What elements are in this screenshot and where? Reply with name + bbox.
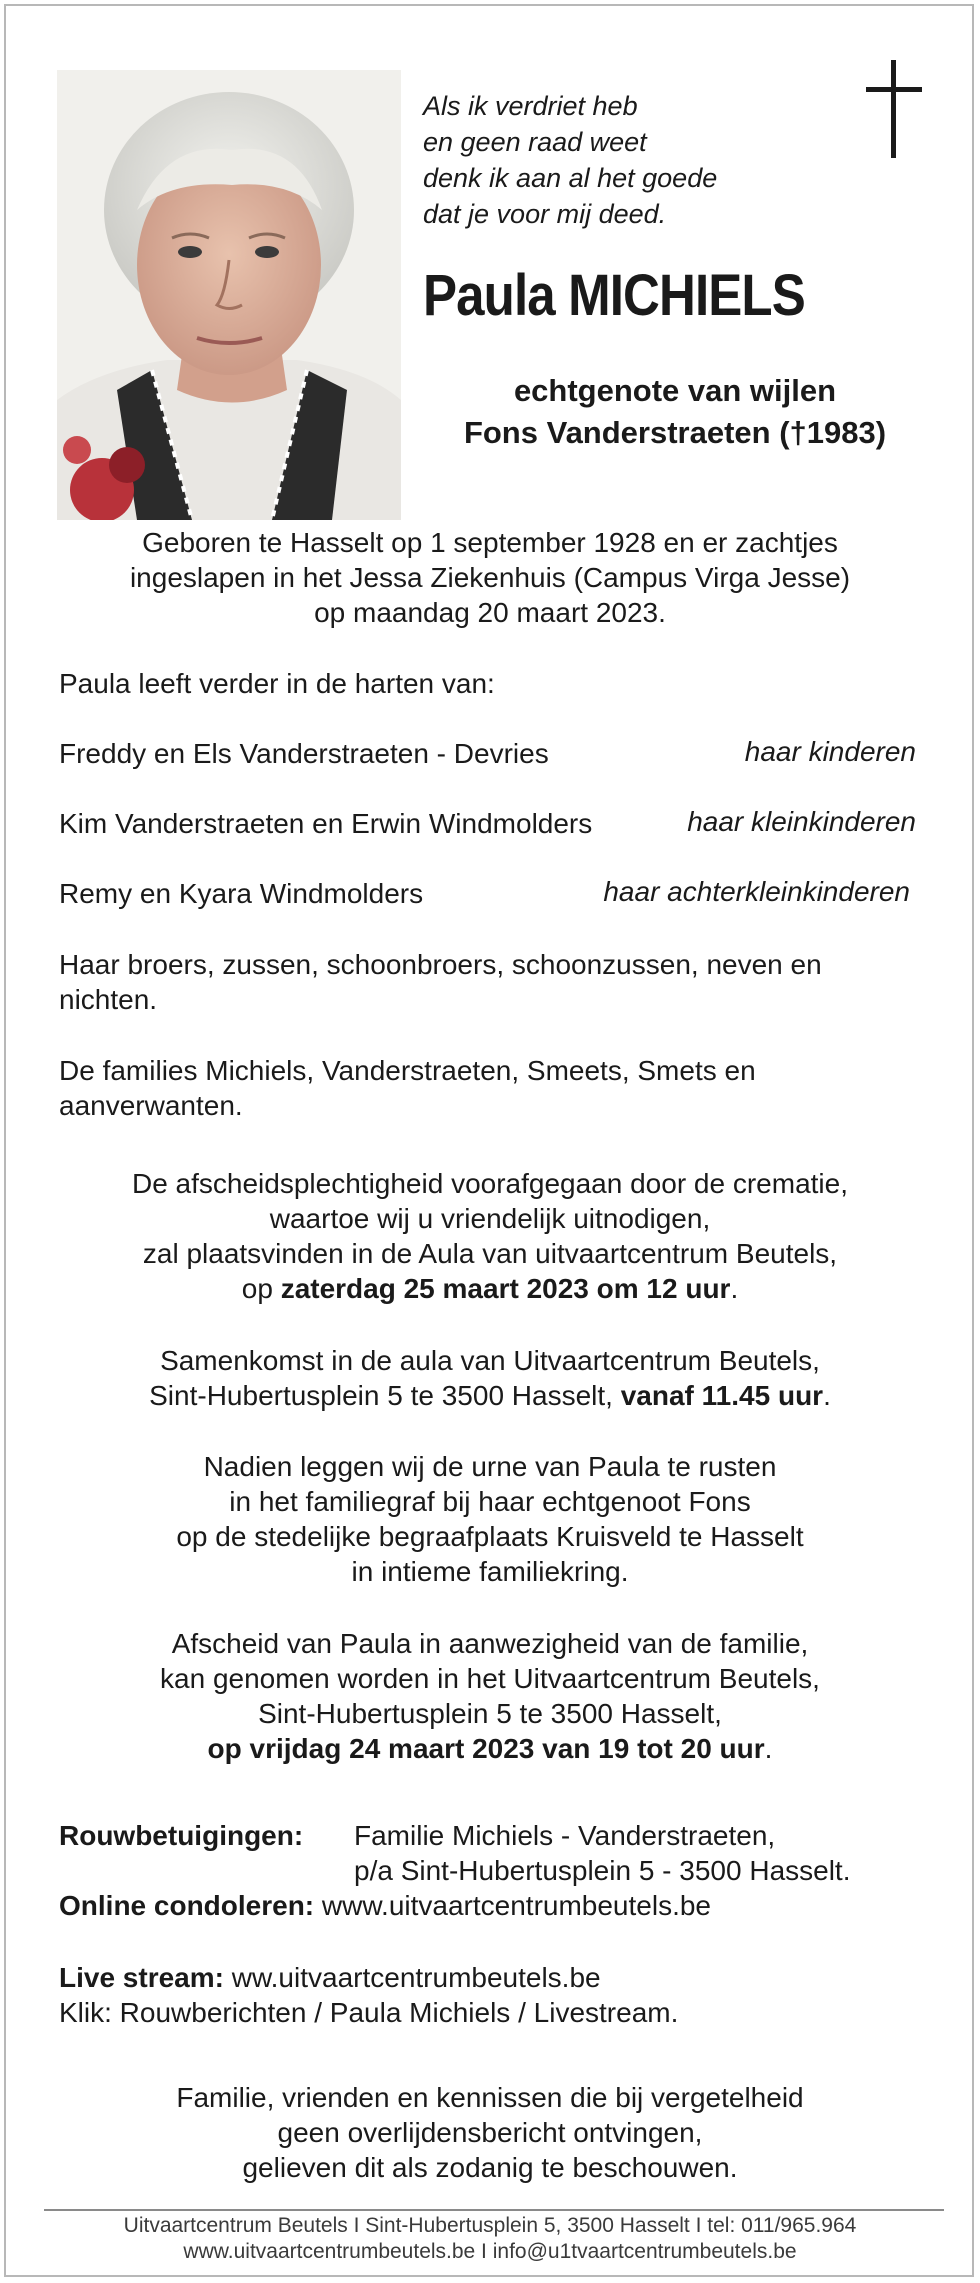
family-names: Remy en Kyara Windmolders bbox=[59, 878, 424, 909]
online-condolences bbox=[59, 1888, 711, 1923]
footer-divider bbox=[44, 2209, 944, 2211]
survivors-intro: Paula leeft verder in de harten van: bbox=[59, 668, 495, 699]
deceased-name: Paula MICHIELS bbox=[423, 263, 805, 328]
poem-line: en geen raad weet bbox=[423, 127, 647, 157]
condolences-label bbox=[59, 1818, 303, 1853]
spouse-line: echtgenote van wijlen bbox=[513, 373, 837, 408]
livestream-info bbox=[59, 1960, 678, 2030]
condolences-address bbox=[354, 1818, 851, 1888]
relatives bbox=[59, 947, 822, 1017]
farewell-line: Afscheid van Paula in aanwezigheid van de familie, bbox=[171, 1628, 809, 1659]
poem bbox=[423, 88, 717, 232]
notice-line: gelieven dit als zodanig te beschouwen. bbox=[242, 2152, 738, 2183]
condolences-line: Familie Michiels - Vanderstraeten, bbox=[354, 1820, 776, 1851]
ceremony-prefix: op bbox=[241, 1273, 281, 1304]
farewell-line: Sint-Hubertusplein 5 te 3500 Hasselt, bbox=[258, 1698, 722, 1729]
livestream-line bbox=[59, 1960, 678, 1995]
urn-info bbox=[40, 1449, 940, 1589]
poem-line: denk ik aan al het goede bbox=[423, 163, 718, 193]
poem-line: Als ik verdriet heb bbox=[423, 91, 638, 121]
farewell-date-line bbox=[40, 1731, 940, 1766]
livestream-click: Klik: Rouwberichten / Paula Michiels / Livestream. bbox=[59, 1997, 679, 2028]
relatives-line: Haar broers, zussen, schoonbroers, schoonzussen, neven en bbox=[59, 949, 822, 980]
gathering-time: vanaf 11.45 uur bbox=[620, 1380, 824, 1411]
notice bbox=[40, 2080, 940, 2185]
ceremony-date-line bbox=[40, 1271, 940, 1306]
footer-web: www.uitvaartcentrumbeutels.be I info@u1tvaartcentrumbeutels.be bbox=[183, 2240, 797, 2263]
livestream-url-link[interactable]: ww.uitvaartcentrumbeutels.be bbox=[231, 1962, 601, 1993]
urn-line: op de stedelijke begraafplaats Kruisveld te Hasselt bbox=[176, 1521, 804, 1552]
gathering-info bbox=[40, 1343, 940, 1413]
spouse-line: Fons Vanderstraeten (†1983) bbox=[463, 415, 887, 450]
farewell-suffix: . bbox=[764, 1733, 773, 1764]
poem-line: dat je voor mij deed. bbox=[423, 199, 667, 229]
livestream-label: Live stream: bbox=[59, 1962, 224, 1993]
birth-death-info bbox=[40, 525, 940, 630]
birth-line: Geboren te Hasselt op 1 september 1928 en er zachtjes bbox=[142, 527, 838, 558]
footer-address: Uitvaartcentrum Beutels I Sint-Hubertusplein 5, 3500 Hasselt I tel: 011/965.964 bbox=[123, 2214, 857, 2237]
online-label: Online condoleren: bbox=[59, 1890, 315, 1921]
ceremony-date: zaterdag 25 maart 2023 om 12 uur bbox=[280, 1273, 731, 1304]
families-line: aanverwanten. bbox=[59, 1090, 243, 1121]
portrait-photo bbox=[57, 70, 401, 520]
ceremony-line: waartoe wij u vriendelijk uitnodigen, bbox=[269, 1203, 711, 1234]
notice-line: Familie, vrienden en kennissen die bij vergetelheid bbox=[176, 2082, 804, 2113]
urn-line: Nadien leggen wij de urne van Paula te rusten bbox=[203, 1451, 777, 1482]
cross-icon bbox=[864, 60, 924, 160]
gathering-suffix: . bbox=[823, 1380, 831, 1411]
birth-line: ingeslapen in het Jessa Ziekenhuis (Campus Virga Jesse) bbox=[129, 562, 851, 593]
farewell-line: kan genomen worden in het Uitvaartcentrum Beutels, bbox=[160, 1663, 820, 1694]
families bbox=[59, 1053, 756, 1123]
ceremony-line: De afscheidsplechtigheid voorafgegaan door de crematie, bbox=[131, 1168, 848, 1199]
family-names: Kim Vanderstraeten en Erwin Windmolders bbox=[59, 808, 593, 839]
family-role: haar achterkleinkinderen bbox=[603, 876, 910, 907]
notice-line: geen overlijdensbericht ontvingen, bbox=[277, 2117, 703, 2148]
spouse-info bbox=[405, 370, 945, 454]
birth-line: op maandag 20 maart 2023. bbox=[314, 597, 666, 628]
family-names: Freddy en Els Vanderstraeten - Devries bbox=[59, 738, 549, 769]
footer bbox=[40, 2213, 940, 2265]
ceremony-info bbox=[40, 1166, 940, 1306]
urn-line: in het familiegraf bij haar echtgenoot Fons bbox=[229, 1486, 751, 1517]
ceremony-suffix: . bbox=[730, 1273, 739, 1304]
families-line: De families Michiels, Vanderstraeten, Smeets, Smets en bbox=[59, 1055, 756, 1086]
condolences-label-text: Rouwbetuigingen: bbox=[59, 1820, 304, 1851]
relatives-line: nichten. bbox=[59, 984, 158, 1015]
ceremony-line: zal plaatsvinden in de Aula van uitvaartcentrum Beutels, bbox=[142, 1238, 838, 1269]
farewell-date: op vrijdag 24 maart 2023 van 19 tot 20 uur bbox=[207, 1733, 765, 1764]
online-url-link[interactable]: www.uitvaartcentrumbeutels.be bbox=[321, 1890, 711, 1921]
gathering-time-line bbox=[40, 1378, 940, 1413]
farewell-info bbox=[40, 1626, 940, 1766]
condolences-line: p/a Sint-Hubertusplein 5 - 3500 Hasselt. bbox=[354, 1855, 851, 1886]
family-role: haar kleinkinderen bbox=[687, 806, 916, 837]
gathering-address: Sint-Hubertusplein 5 te 3500 Hasselt, bbox=[149, 1380, 621, 1411]
gathering-line: Samenkomst in de aula van Uitvaartcentrum Beutels, bbox=[160, 1345, 820, 1376]
family-role: haar kinderen bbox=[744, 736, 916, 767]
urn-line: in intieme familiekring. bbox=[351, 1556, 629, 1587]
